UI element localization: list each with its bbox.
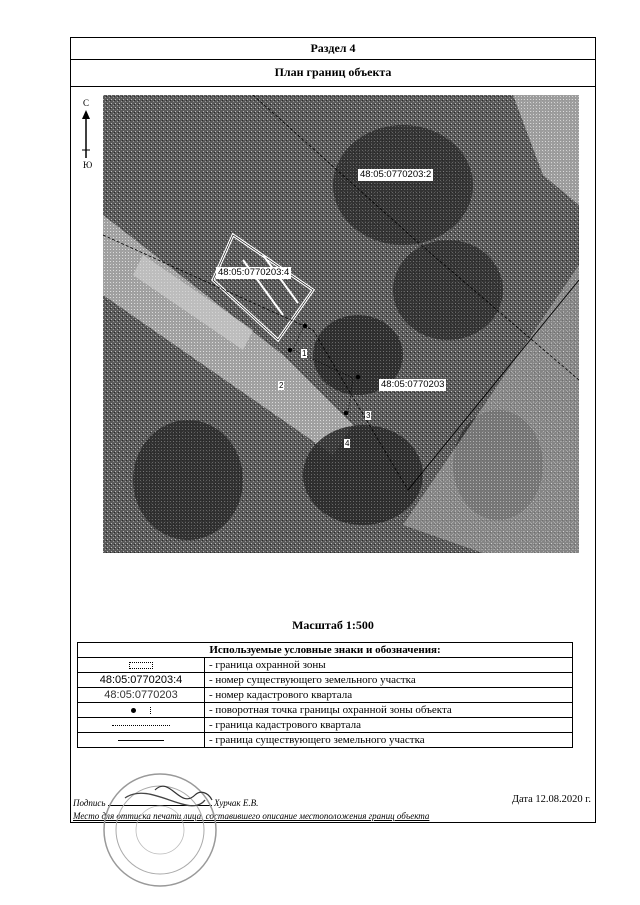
- protection-zone-symbol: [129, 662, 153, 669]
- parcel-label: 48:05:0770203:4: [218, 267, 290, 278]
- legend-row: - граница охранной зоны: [78, 658, 573, 673]
- boundary-point: [356, 375, 361, 380]
- parcel-label: 48:05:0770203:2: [360, 169, 432, 180]
- boundary-point: [303, 324, 308, 329]
- boundary-point: [288, 348, 293, 353]
- parcel-boundary-symbol: [118, 740, 164, 741]
- legend-row: 48:05:0770203:4 - номер существующего земельного участка: [78, 673, 573, 688]
- seal-stamp: [100, 770, 220, 890]
- legend-row: - поворотная точка границы охранной зоны объекта: [78, 703, 573, 718]
- north-arrow-icon: [79, 110, 93, 160]
- legend-row: 48:05:0770203 - номер кадастрового квартала: [78, 688, 573, 703]
- document-frame: [70, 37, 596, 823]
- signature-date: Дата 12.08.2020 г.: [511, 794, 591, 805]
- turning-point-symbol: [131, 708, 136, 713]
- stamp-note: Место для оттиска печати лица, составившего описание местоположения границ объекта: [73, 811, 430, 821]
- legend-row: - граница кадастрового квартала: [78, 718, 573, 733]
- quarter-boundary-symbol: [112, 725, 170, 726]
- scale-label: Масштаб 1:500: [292, 618, 374, 632]
- point-label: 3: [366, 411, 371, 420]
- aerial-photo: [103, 95, 579, 553]
- map-image: [103, 95, 579, 553]
- legend-title: Используемые условные знаки и обозначения:: [78, 643, 573, 658]
- quarter-label: 48:05:0770203: [381, 379, 445, 390]
- point-label: 1: [302, 349, 307, 358]
- section-header: Раздел 4: [71, 38, 595, 60]
- south-label: Ю: [83, 160, 93, 170]
- point-label: 2: [279, 381, 284, 390]
- point-label: 4: [345, 439, 350, 448]
- north-arrow: [79, 98, 93, 172]
- signer-name: Хурчак Е.В.: [214, 798, 259, 808]
- north-label: С: [83, 98, 90, 108]
- signature-label: Подпись: [73, 798, 106, 808]
- boundary-point: [344, 411, 349, 416]
- legend-row: - граница существующего земельного участка: [78, 733, 573, 748]
- page-title: План границ объекта: [71, 59, 595, 87]
- legend-table: [77, 642, 573, 748]
